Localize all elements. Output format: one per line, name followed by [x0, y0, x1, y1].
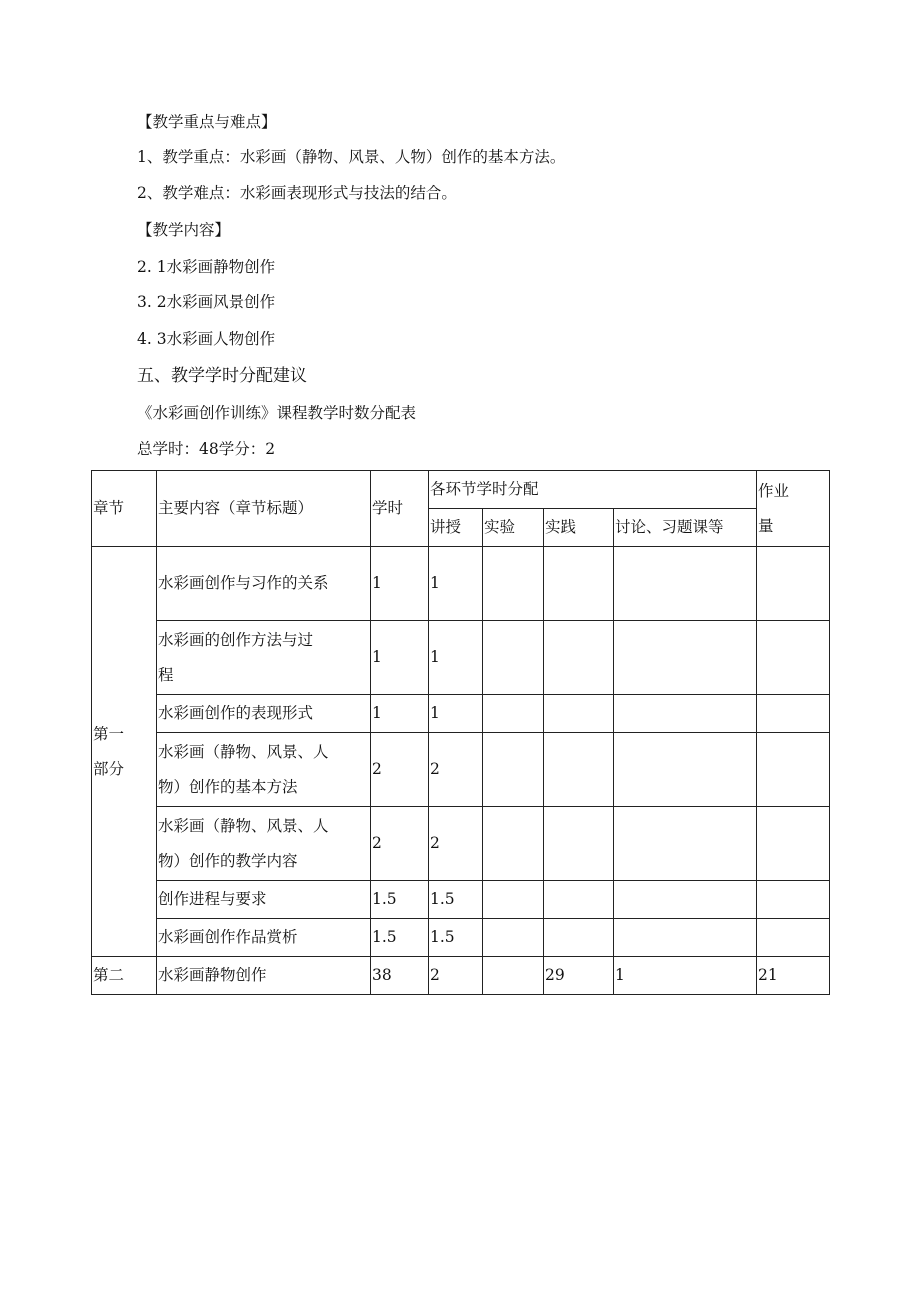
- row-discussion: [614, 733, 757, 807]
- table-caption: 《水彩画创作训练》课程教学时数分配表: [137, 404, 417, 422]
- row-discussion: [614, 881, 757, 919]
- row-lecture: 1: [429, 547, 483, 621]
- header-lecture: 讲授: [429, 509, 483, 547]
- table-row: [92, 807, 830, 881]
- row-homework: [757, 621, 830, 695]
- row-content-line1: 水彩画（静物、风景、人: [158, 742, 329, 761]
- table-header-row: [92, 471, 830, 509]
- row-homework: [757, 881, 830, 919]
- content-item: 2. 1水彩画静物创作: [137, 258, 276, 276]
- table-row: [92, 695, 830, 733]
- row-lecture: 2: [429, 957, 483, 995]
- content-heading: 【教学内容】: [137, 221, 231, 239]
- row-experiment: [483, 547, 544, 621]
- row-hours: 2: [371, 733, 429, 807]
- row-hours: 38: [371, 957, 429, 995]
- row-hours: 1.5: [371, 919, 429, 957]
- row-hours: 2: [371, 807, 429, 881]
- part1-label-line1: 第一: [93, 724, 125, 743]
- row-practice: [544, 919, 614, 957]
- row-homework: [757, 695, 830, 733]
- part1-chapter-cell: [92, 547, 157, 957]
- row-hours: 1: [371, 621, 429, 695]
- header-hours: 学时: [371, 471, 429, 547]
- table-row: [92, 621, 830, 695]
- row-content: 水彩画静物创作: [157, 957, 371, 995]
- part1-label-line2: 部分: [93, 759, 125, 778]
- row-content: 水彩画创作的表现形式: [157, 695, 371, 733]
- row-discussion: [614, 807, 757, 881]
- row-experiment: [483, 733, 544, 807]
- section-five-title: 五、教学学时分配建议: [137, 366, 307, 386]
- row-homework: [757, 919, 830, 957]
- total-hours-credits: 总学时：48学分：2: [137, 440, 276, 458]
- header-practice: 实践: [544, 509, 614, 547]
- row-homework: [757, 733, 830, 807]
- row-homework: [757, 807, 830, 881]
- row-content-line1: 水彩画（静物、风景、人: [158, 816, 329, 835]
- row-discussion: [614, 919, 757, 957]
- row-lecture: 1: [429, 621, 483, 695]
- content-item: 3. 2水彩画风景创作: [137, 293, 276, 311]
- header-experiment: 实验: [483, 509, 544, 547]
- row-experiment: [483, 957, 544, 995]
- row-content: [157, 807, 371, 881]
- row-lecture: 2: [429, 733, 483, 807]
- row-practice: [544, 547, 614, 621]
- table-row: [92, 919, 830, 957]
- table-row: [92, 881, 830, 919]
- row-lecture: 1.5: [429, 881, 483, 919]
- row-practice: [544, 881, 614, 919]
- focus-heading: 【教学重点与难点】: [137, 113, 277, 131]
- row-discussion: [614, 695, 757, 733]
- row-experiment: [483, 807, 544, 881]
- row-content: 水彩画创作与习作的关系: [157, 547, 371, 621]
- header-main-content: 主要内容（章节标题）: [157, 471, 371, 547]
- header-discussion: 讨论、习题课等: [614, 509, 757, 547]
- row-lecture: 1.5: [429, 919, 483, 957]
- row-hours: 1: [371, 695, 429, 733]
- row-experiment: [483, 881, 544, 919]
- row-hours: 1.5: [371, 881, 429, 919]
- row-homework: [757, 547, 830, 621]
- focus-difficult-point: 2、教学难点：水彩画表现形式与技法的结合。: [137, 184, 457, 202]
- row-lecture: 2: [429, 807, 483, 881]
- row-discussion: 1: [614, 957, 757, 995]
- row-content-line2: 程: [158, 665, 174, 684]
- row-experiment: [483, 919, 544, 957]
- row-discussion: [614, 547, 757, 621]
- content-item: 4. 3水彩画人物创作: [137, 330, 276, 348]
- header-homework-line2: 量: [758, 516, 774, 535]
- row-practice: [544, 695, 614, 733]
- focus-key-point: 1、教学重点：水彩画（静物、风景、人物）创作的基本方法。: [137, 148, 566, 166]
- row-content: 创作进程与要求: [157, 881, 371, 919]
- part2-chapter-cell: 第二: [92, 957, 157, 995]
- header-chapter: 章节: [92, 471, 157, 547]
- row-discussion: [614, 621, 757, 695]
- row-content: [157, 621, 371, 695]
- row-content: 水彩画创作作品赏析: [157, 919, 371, 957]
- table-row: [92, 733, 830, 807]
- table-row: [92, 547, 830, 621]
- row-practice: [544, 733, 614, 807]
- hours-allocation-table: [91, 470, 830, 995]
- row-content-line1: 水彩画的创作方法与过: [158, 630, 314, 649]
- row-experiment: [483, 695, 544, 733]
- row-practice: [544, 807, 614, 881]
- row-lecture: 1: [429, 695, 483, 733]
- table-row: [92, 957, 830, 995]
- row-experiment: [483, 621, 544, 695]
- row-content: [157, 733, 371, 807]
- header-distribution: 各环节学时分配: [429, 471, 757, 509]
- row-content-line2: 物）创作的教学内容: [158, 851, 298, 870]
- header-homework: [757, 471, 830, 547]
- header-homework-line1: 作业: [758, 481, 790, 500]
- row-content-line2: 物）创作的基本方法: [158, 777, 298, 796]
- row-hours: 1: [371, 547, 429, 621]
- row-practice: [544, 621, 614, 695]
- row-practice: 29: [544, 957, 614, 995]
- row-homework: 21: [757, 957, 830, 995]
